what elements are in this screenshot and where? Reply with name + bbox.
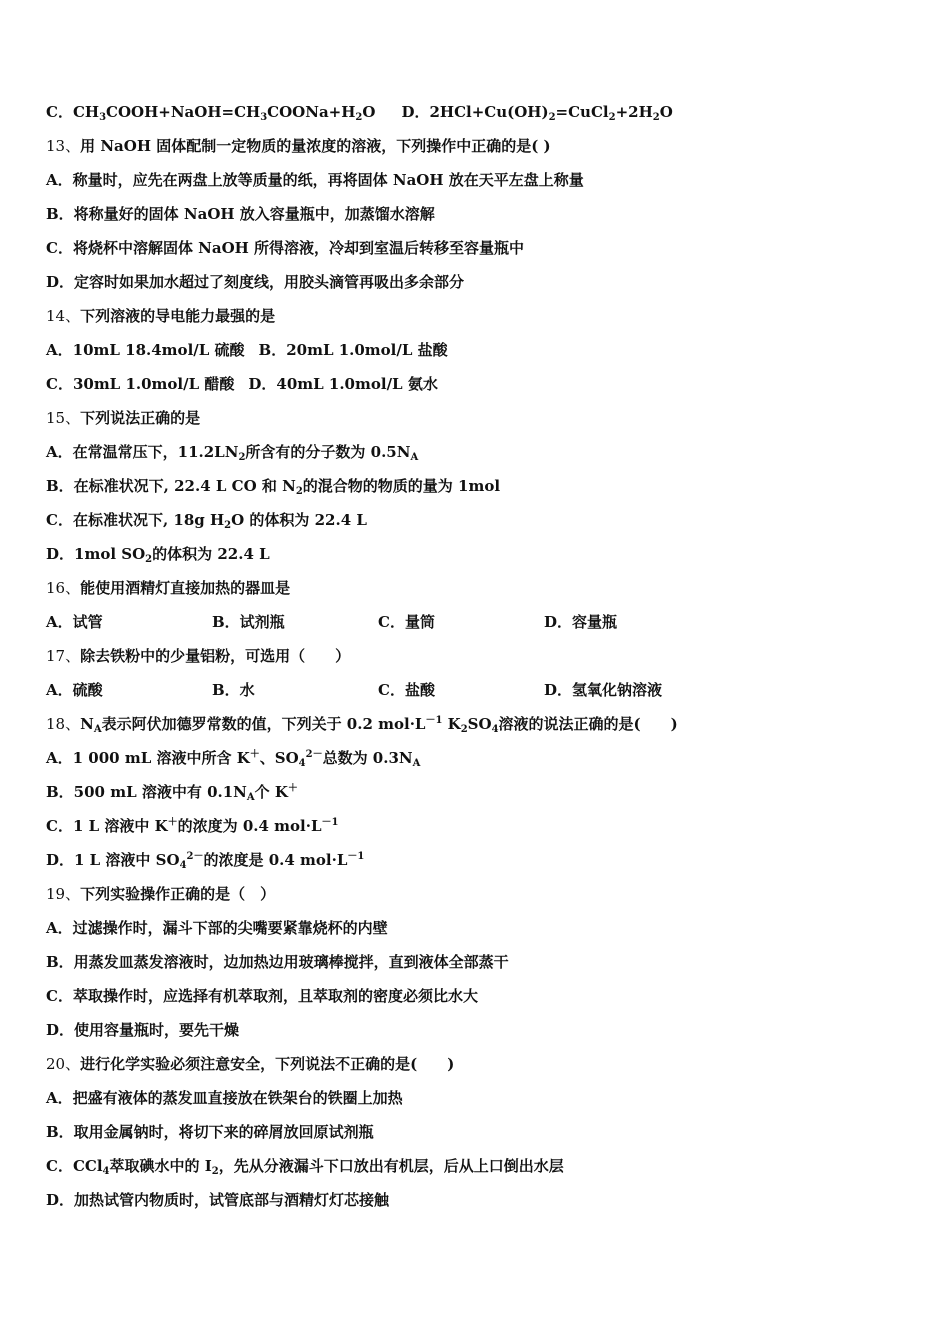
question-text: 进行化学实验必须注意安全，下列说法不正确的是( ) bbox=[80, 1055, 455, 1073]
q20-option-d: D．加热试管内物质时，试管底部与酒精灯灯芯接触 bbox=[46, 1191, 390, 1209]
text: +2H bbox=[615, 103, 653, 121]
text: 、SO bbox=[259, 749, 299, 767]
q13-option-d: D．定容时如果加水超过了刻度线，用胶头滴管再吸出多余部分 bbox=[46, 273, 465, 291]
text: COONa+H bbox=[267, 103, 356, 121]
question-14-stem bbox=[46, 304, 275, 328]
superscript: ＋ bbox=[287, 783, 298, 794]
q14-option-b: B．20mL 1.0mol/L 盐酸 bbox=[258, 341, 448, 359]
q15-option-b bbox=[46, 474, 500, 498]
q19-option-c: C．萃取操作时，应选择有机萃取剂，且萃取剂的密度必须比水大 bbox=[46, 987, 478, 1005]
text: D．2HCl+Cu(OH) bbox=[401, 103, 549, 121]
q14-options-cd bbox=[46, 372, 438, 396]
q13-option-b: B．将称量好的固体 NaOH 放入容量瓶中，加蒸馏水溶解 bbox=[46, 205, 435, 223]
question-number: 20、 bbox=[46, 1055, 81, 1073]
text: 的浓度是 0.4 mol·L bbox=[203, 851, 348, 869]
q16-option-d: D．容量瓶 bbox=[544, 613, 618, 631]
question-16-stem bbox=[46, 576, 290, 600]
q20-option-b: B．取用金属钠时，将切下来的碎屑放回原试剂瓶 bbox=[46, 1123, 374, 1141]
q17-option-a: A．硫酸 bbox=[46, 681, 103, 699]
text: A．1 000 mL 溶液中所含 K bbox=[46, 749, 250, 767]
question-13-stem bbox=[46, 134, 551, 158]
text: 总数为 0.3N bbox=[322, 749, 413, 767]
text: 的混合物的物质的量为 1mol bbox=[302, 477, 501, 495]
q14-option-d: D．40mL 1.0mol/L 氨水 bbox=[248, 375, 438, 393]
text: =CuCl bbox=[555, 103, 609, 121]
question-number: 13、 bbox=[46, 137, 81, 155]
text: 萃取碘水中的 I bbox=[109, 1157, 212, 1175]
question-text: 除去铁粉中的少量铝粉，可选用（ ） bbox=[80, 647, 351, 665]
q14-option-a: A．10mL 18.4mol/L 硫酸 bbox=[46, 341, 245, 359]
q13-option-c: C．将烧杯中溶解固体 NaOH 所得溶液，冷却到室温后转移至容量瓶中 bbox=[46, 239, 525, 257]
question-text: 能使用酒精灯直接加热的器皿是 bbox=[80, 579, 291, 597]
subscript: 4 bbox=[298, 758, 306, 769]
q12-options-cd bbox=[46, 100, 673, 124]
subscript: 2 bbox=[652, 112, 660, 123]
text: D．1mol SO bbox=[46, 545, 146, 563]
text: C．CCl bbox=[46, 1157, 103, 1175]
q18-option-d bbox=[46, 848, 364, 872]
question-19-stem bbox=[46, 882, 275, 906]
q19-option-d: D．使用容量瓶时，要先干燥 bbox=[46, 1021, 240, 1039]
text: O 的体积为 22.4 L bbox=[231, 511, 367, 529]
subscript: 2 bbox=[211, 1166, 219, 1177]
subscript: 3 bbox=[99, 112, 107, 123]
subscript: 2 bbox=[608, 112, 616, 123]
subscript: 2 bbox=[355, 112, 363, 123]
superscript: ＋ bbox=[167, 817, 178, 828]
superscript: －1 bbox=[321, 817, 339, 828]
text: B．500 mL 溶液中有 0.1N bbox=[46, 783, 247, 801]
text: C．1 L 溶液中 K bbox=[46, 817, 168, 835]
subscript: 2 bbox=[224, 520, 232, 531]
subscript: 2 bbox=[238, 452, 246, 463]
subscript: A bbox=[246, 792, 255, 803]
text: K bbox=[442, 715, 461, 733]
text: D．1 L 溶液中 SO bbox=[46, 851, 180, 869]
question-number: 19、 bbox=[46, 885, 81, 903]
subscript: 4 bbox=[102, 1166, 110, 1177]
superscript: －1 bbox=[425, 715, 443, 726]
q16-option-a: A．试管 bbox=[46, 613, 103, 631]
subscript: 4 bbox=[491, 724, 499, 735]
q16-option-b: B．试剂瓶 bbox=[212, 613, 285, 631]
q19-option-b: B．用蒸发皿蒸发溶液时，边加热边用玻璃棒搅拌，直到液体全部蒸干 bbox=[46, 953, 509, 971]
subscript: 2 bbox=[460, 724, 468, 735]
text: 的浓度为 0.4 mol·L bbox=[177, 817, 322, 835]
subscript: 2 bbox=[295, 486, 303, 497]
superscript: 2－ bbox=[305, 749, 323, 760]
text: COOH+NaOH=CH bbox=[106, 103, 261, 121]
text: C．CH bbox=[46, 103, 100, 121]
question-15-stem bbox=[46, 406, 200, 430]
q18-option-a bbox=[46, 746, 420, 770]
q20-option-a: A．把盛有液体的蒸发皿直接放在铁架台的铁圈上加热 bbox=[46, 1089, 403, 1107]
subscript: 3 bbox=[260, 112, 268, 123]
subscript: A bbox=[410, 452, 419, 463]
text: N bbox=[80, 715, 94, 733]
text: C．在标准状况下, 18g H bbox=[46, 511, 225, 529]
q18-option-c bbox=[46, 814, 339, 838]
subscript: A bbox=[93, 724, 102, 735]
subscript: 2 bbox=[145, 554, 153, 565]
q20-option-c bbox=[46, 1154, 564, 1178]
question-text: 下列说法正确的是 bbox=[80, 409, 201, 427]
superscript: －1 bbox=[347, 851, 365, 862]
question-number: 14、 bbox=[46, 307, 81, 325]
q15-option-a bbox=[46, 440, 418, 464]
text: O bbox=[659, 103, 673, 121]
subscript: 2 bbox=[548, 112, 556, 123]
text: B．在标准状况下, 22.4 L CO 和 N bbox=[46, 477, 296, 495]
q13-option-a: A．称量时，应先在两盘上放等质量的纸，再将固体 NaOH 放在天平左盘上称量 bbox=[46, 171, 584, 189]
superscript: 2－ bbox=[186, 851, 204, 862]
text: 溶液的说法正确的是( ) bbox=[498, 715, 678, 733]
text: 表示阿伏加德罗常数的值，下列关于 0.2 mol·L bbox=[101, 715, 426, 733]
text: SO bbox=[467, 715, 492, 733]
q16-options bbox=[46, 610, 617, 634]
question-text: 用 NaOH 固体配制一定物质的量浓度的溶液，下列操作中正确的是( ) bbox=[80, 137, 551, 155]
question-number: 17、 bbox=[46, 647, 81, 665]
question-17-stem bbox=[46, 644, 350, 668]
text: A．在常温常压下，11.2LN bbox=[46, 443, 239, 461]
text: O bbox=[362, 103, 376, 121]
text: ，先从分液漏斗下口放出有机层，后从上口倒出水层 bbox=[218, 1157, 564, 1175]
q17-option-d: D．氢氧化钠溶液 bbox=[544, 681, 663, 699]
q15-option-d bbox=[46, 542, 270, 566]
text: 的体积为 22.4 L bbox=[152, 545, 270, 563]
q16-option-c: C．量筒 bbox=[378, 613, 435, 631]
question-text: 下列实验操作正确的是（ ） bbox=[80, 885, 276, 903]
q19-option-a: A．过滤操作时，漏斗下部的尖嘴要紧靠烧杯的内壁 bbox=[46, 919, 388, 937]
q17-option-c: C．盐酸 bbox=[378, 681, 435, 699]
q15-option-c bbox=[46, 508, 367, 532]
text: 所含有的分子数为 0.5N bbox=[245, 443, 411, 461]
q17-options bbox=[46, 678, 662, 702]
q17-option-b: B．水 bbox=[212, 681, 255, 699]
superscript: ＋ bbox=[249, 749, 260, 760]
question-text: 下列溶液的导电能力最强的是 bbox=[80, 307, 276, 325]
question-number: 18、 bbox=[46, 715, 81, 733]
subscript: 4 bbox=[179, 860, 187, 871]
q14-options-ab bbox=[46, 338, 448, 362]
q14-option-c: C．30mL 1.0mol/L 醋酸 bbox=[46, 375, 235, 393]
question-18-stem bbox=[46, 712, 678, 736]
q18-option-b bbox=[46, 780, 298, 804]
question-number: 15、 bbox=[46, 409, 81, 427]
subscript: A bbox=[412, 758, 421, 769]
question-number: 16、 bbox=[46, 579, 81, 597]
text: 个 K bbox=[254, 783, 288, 801]
question-20-stem bbox=[46, 1052, 454, 1076]
